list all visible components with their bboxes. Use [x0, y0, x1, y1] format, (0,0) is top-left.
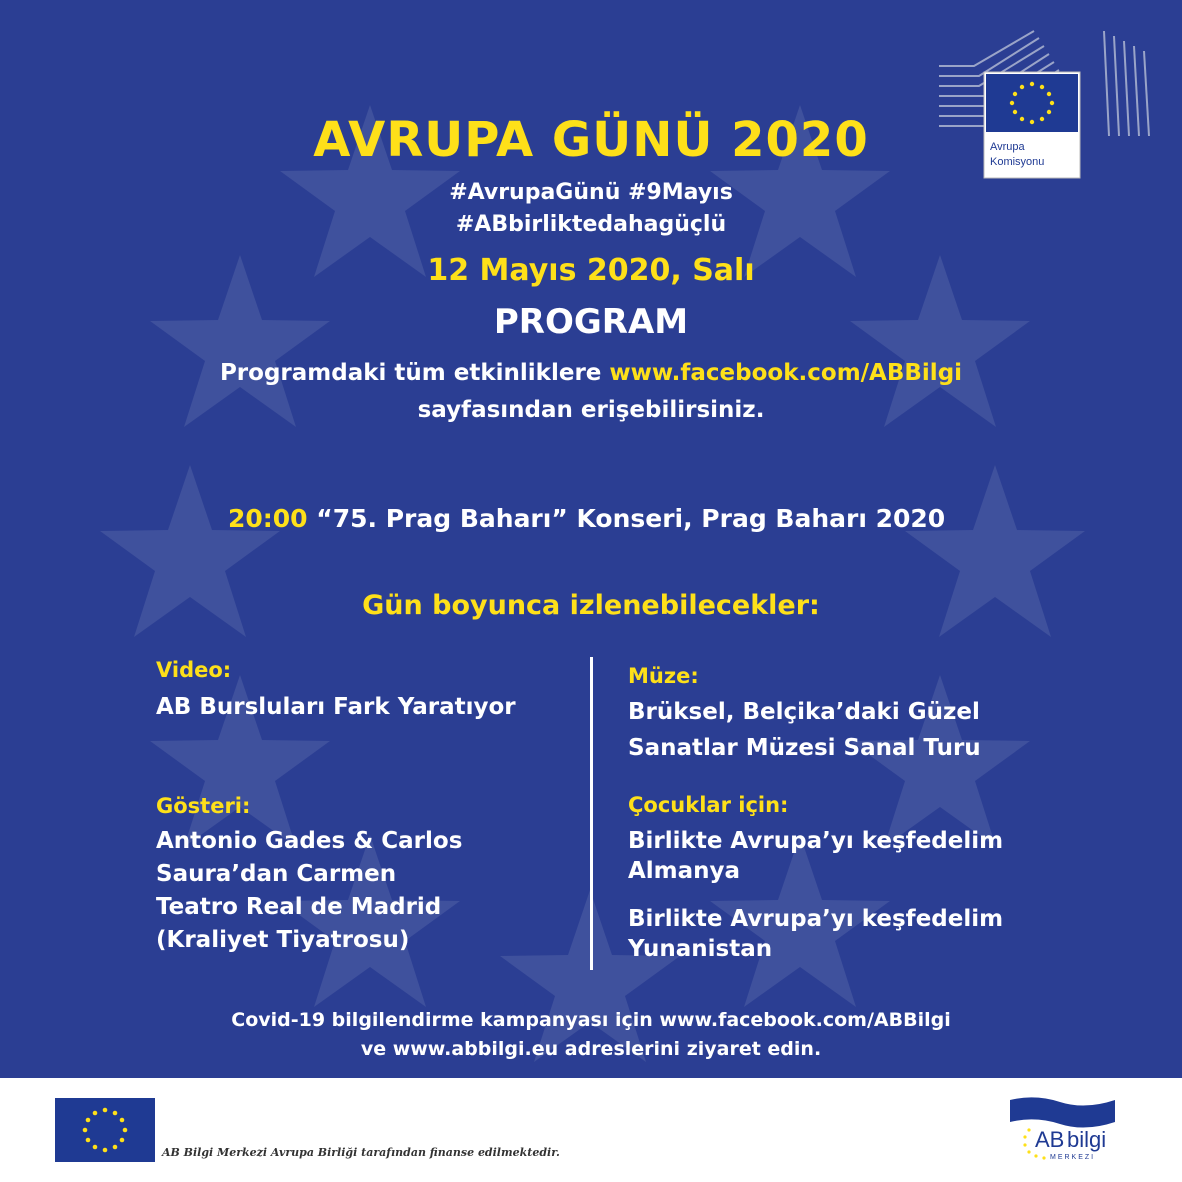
kids-heading: Çocuklar için: — [628, 793, 789, 817]
footer-line2: ve www.abbilgi.eu adreslerini ziyaret edin. — [360, 1038, 822, 1060]
abbilgi-logo — [1005, 1092, 1130, 1168]
show-line3: Teatro Real de Madrid — [156, 894, 442, 920]
hashtags-line2: #ABbirliktedahagüçlü — [455, 212, 727, 237]
show-heading: Gösteri: — [156, 794, 251, 818]
intro-suffix: sayfasından erişebilirsiniz. — [417, 397, 765, 423]
abbilgi-logo-merkezi: MERKEZI — [1050, 1154, 1096, 1161]
event-date: 12 Mayıs 2020, Salı — [427, 253, 755, 288]
intro-text — [0, 355, 1182, 429]
facebook-link[interactable]: www.facebook.com/ABBilgi — [609, 360, 963, 386]
kids-item1-line1: Birlikte Avrupa’yı keşfedelim — [628, 828, 1004, 854]
ec-logo-line2: Komisyonu — [990, 156, 1045, 168]
video-item: AB Bursluları Fark Yaratıyor — [156, 694, 516, 720]
abbilgi-logo-bilgi: bilgi — [1067, 1127, 1107, 1152]
show-line1: Antonio Gades & Carlos — [156, 828, 463, 854]
page-title: AVRUPA GÜNÜ 2020 — [313, 112, 869, 168]
footer-note — [0, 1006, 1182, 1064]
show-line4: (Kraliyet Tiyatrosu) — [156, 927, 410, 953]
abbilgi-logo-ab: AB — [1035, 1127, 1065, 1152]
event-description: “75. Prag Baharı” Konseri, Prag Baharı 2020 — [316, 504, 946, 533]
kids-item2-line2: Yunanistan — [628, 936, 773, 962]
hashtags-line1: #AvrupaGünü #9Mayıs — [449, 180, 733, 205]
museum-line2: Sanatlar Müzesi Sanal Turu — [628, 735, 981, 761]
program-label: PROGRAM — [493, 302, 689, 342]
intro-prefix: Programdaki tüm etkinliklere — [219, 360, 610, 386]
column-divider — [590, 657, 593, 970]
day-heading: Gün boyunca izlenebilecekler: — [362, 590, 820, 621]
funding-notice: AB Bilgi Merkezi Avrupa Birliği tarafından finanse edilmektedir. — [162, 1146, 560, 1159]
museum-line1: Brüksel, Belçika’daki Güzel — [628, 699, 980, 725]
video-heading: Video: — [156, 658, 232, 682]
kids-item1-line2: Almanya — [628, 858, 741, 884]
show-line2: Saura’dan Carmen — [156, 861, 397, 887]
kids-section — [628, 790, 1003, 964]
evening-event — [228, 504, 945, 533]
museum-section — [628, 658, 981, 766]
museum-heading: Müze: — [628, 664, 699, 688]
left-column — [156, 658, 516, 720]
show-section — [156, 790, 462, 957]
event-time: 20:00 — [228, 504, 308, 533]
ec-logo-line1: Avrupa — [990, 141, 1025, 153]
footer-line1: Covid-19 bilgilendirme kampanyası için www.facebook.com/ABBilgi — [231, 1009, 951, 1031]
kids-item2-line1: Birlikte Avrupa’yı keşfedelim — [628, 906, 1004, 932]
eu-flag-icon — [55, 1098, 155, 1162]
